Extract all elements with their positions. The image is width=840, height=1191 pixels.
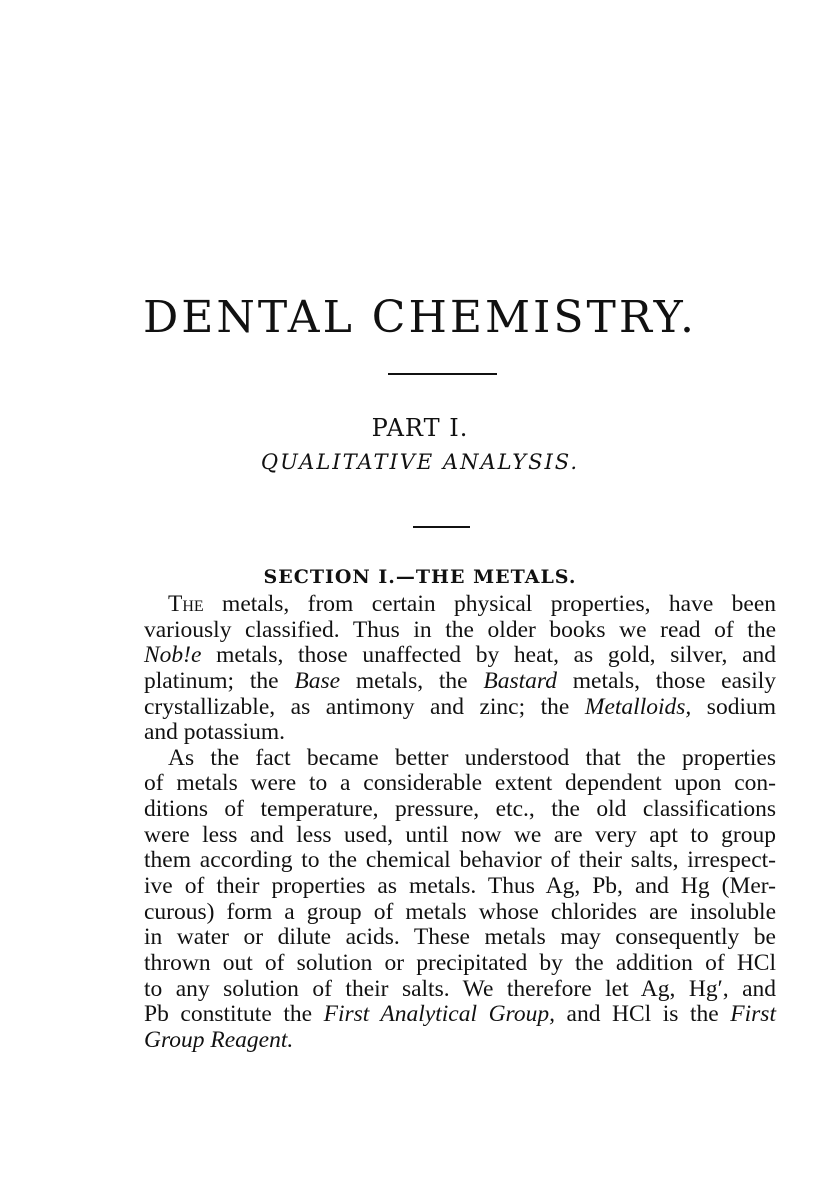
page-title: DENTAL CHEMISTRY. — [142, 292, 698, 343]
italic-text: Bastard — [483, 667, 557, 694]
text-segment: metals, those easily — [556, 667, 776, 694]
text-segment: Pb constitute the — [144, 1001, 324, 1028]
text-segment: ive of their properties as metals. Thus Ag, Pb, and Hg (Mer- — [144, 873, 776, 900]
text-line — [144, 874, 776, 900]
italic-text: Nob!e — [144, 642, 202, 669]
text-line — [144, 925, 776, 951]
text-segment: crystallizable, as antimony and zinc; the — [144, 693, 585, 720]
text-line — [144, 771, 776, 797]
italic-text: Metalloids, — [584, 693, 692, 720]
text-segment: and HCl is the — [554, 1001, 731, 1028]
text-line — [144, 669, 776, 695]
text-line — [144, 823, 776, 849]
text-segment: ditions of temperature, pressure, etc., the old classifications — [144, 796, 776, 823]
part-subtitle: QUALITATIVE ANALYSIS. — [260, 450, 580, 474]
text-segment: curous) form a group of metals whose chlorides are insoluble — [144, 898, 776, 925]
text-segment: metals, from certain physical properties, have been — [203, 591, 776, 617]
italic-text: Group Reagent. — [144, 1026, 294, 1053]
text-segment: The — [168, 591, 204, 617]
text-segment: of metals were to a considerable extent dependent upon con- — [144, 770, 776, 797]
text-segment: were less and less used, until now we are very apt to group — [144, 821, 776, 848]
section-heading: SECTION I.—THE METALS. — [263, 566, 577, 588]
text-segment: to any solution of their salts. We therefore let Ag, Hg′, and — [144, 975, 776, 1002]
italic-text: Base — [294, 667, 341, 694]
text-segment: As the fact became better understood that the properties — [168, 744, 776, 771]
text-segment: metals, those unaffected by heat, as gold, silver, and — [201, 642, 776, 669]
body-text — [144, 592, 776, 1054]
part-heading: PART I. — [371, 414, 469, 442]
italic-text: First Analytical Group, — [323, 1001, 555, 1028]
text-line — [144, 797, 776, 823]
text-line — [144, 618, 776, 644]
text-segment: them according to the chemical behavior of their salts, irrespect- — [144, 847, 776, 874]
text-segment: and potassium. — [144, 719, 285, 746]
text-line — [144, 848, 776, 874]
text-line — [144, 1002, 776, 1028]
text-line — [144, 592, 776, 618]
italic-text: First — [730, 1001, 776, 1028]
text-segment: sodium — [691, 693, 776, 720]
text-line — [144, 900, 776, 926]
text-segment: metals, the — [340, 667, 484, 694]
text-segment: variously classified. Thus in the older books we read of the — [144, 616, 776, 643]
text-segment: in water or dilute acids. These metals may consequently be — [144, 924, 776, 951]
text-line — [144, 1028, 776, 1054]
text-segment: thrown out of solution or precipitated by the addition of HCl — [144, 949, 776, 976]
divider — [413, 526, 470, 528]
text-line — [144, 643, 776, 669]
text-line — [144, 951, 776, 977]
text-segment: platinum; the — [144, 667, 295, 694]
text-line — [144, 695, 776, 721]
text-line — [144, 746, 776, 772]
text-line — [144, 720, 776, 746]
divider — [388, 373, 497, 375]
text-line — [144, 977, 776, 1003]
